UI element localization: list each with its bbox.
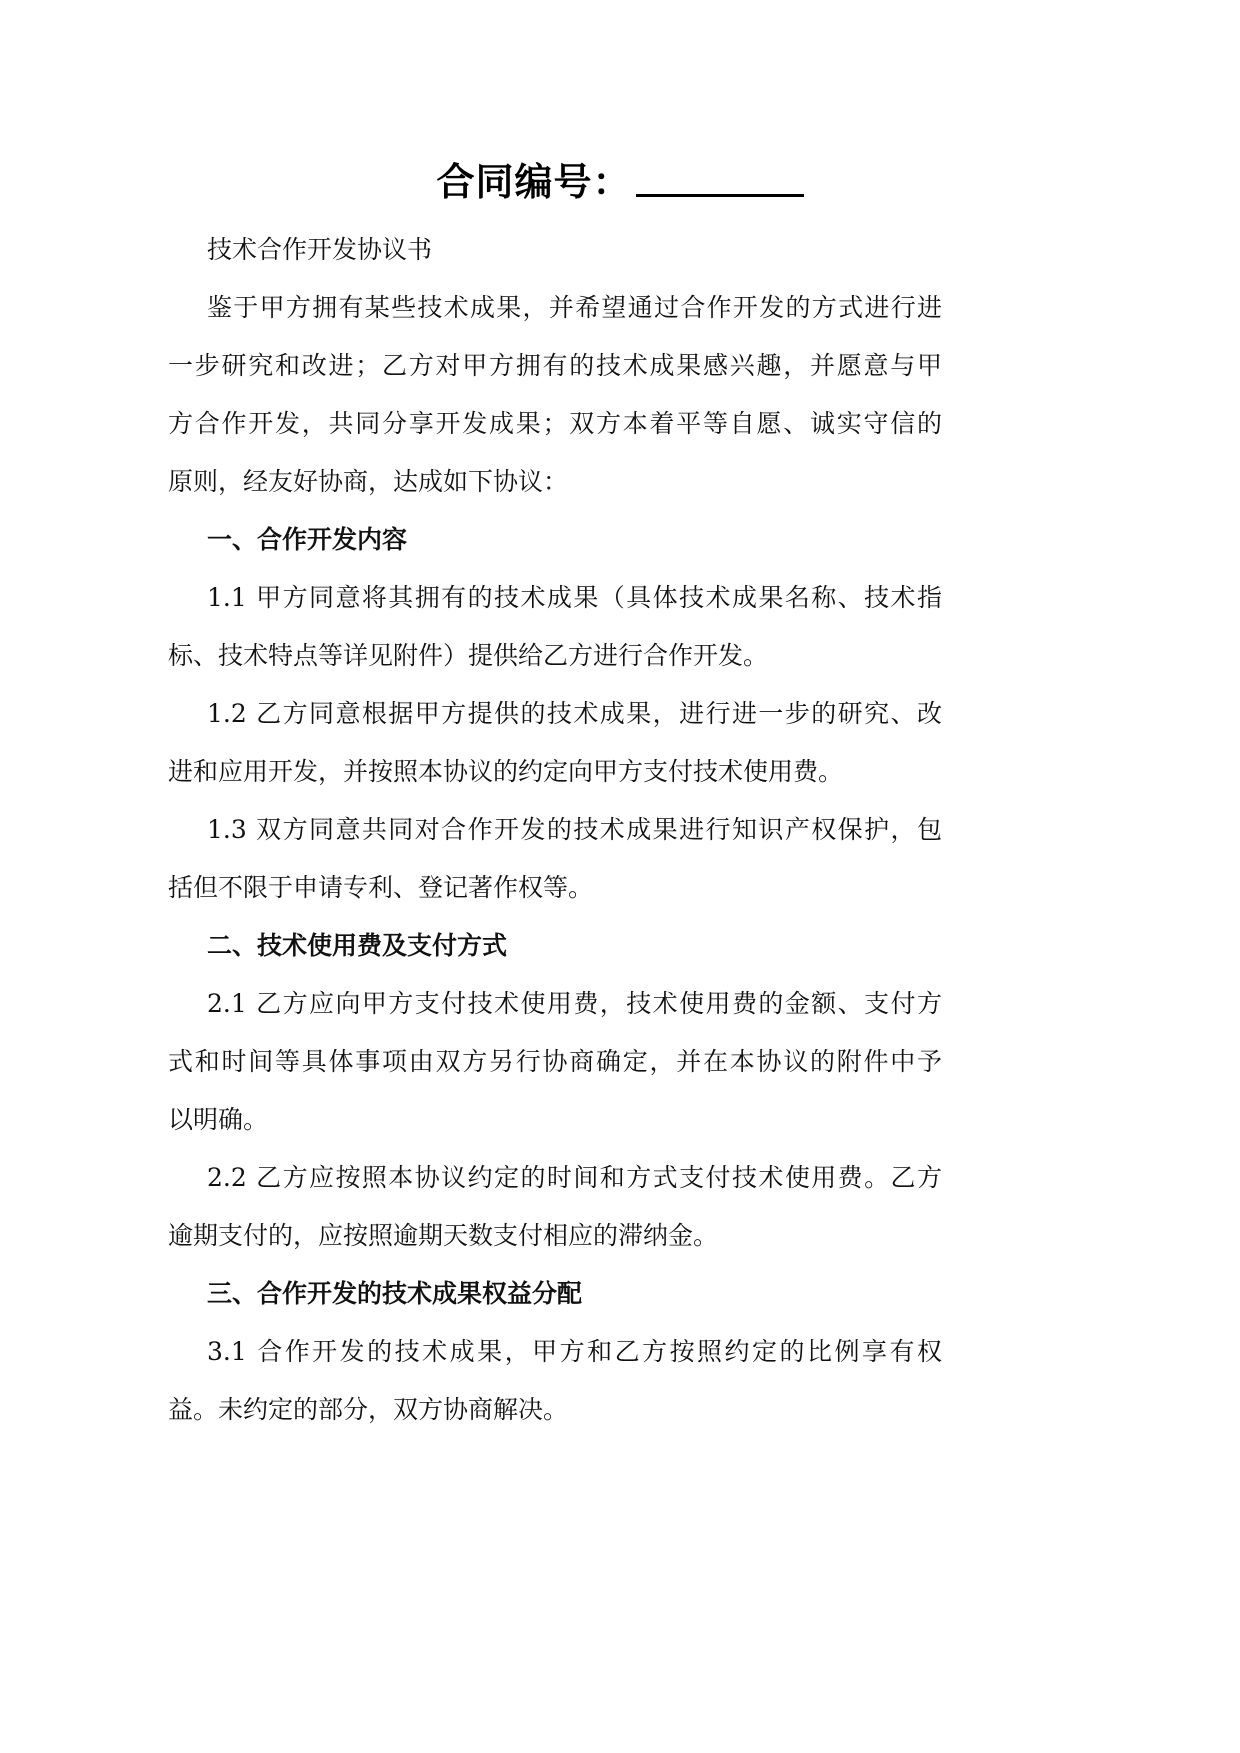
clause-1-3-line: 1.3 双方同意共同对合作开发的技术成果进行知识产权保护，包 bbox=[207, 815, 942, 844]
clause-3-1-line: 3.1 合作开发的技术成果，甲方和乙方按照约定的比例享有权 bbox=[207, 1337, 942, 1366]
contract-number-blank-field bbox=[636, 154, 804, 197]
section-heading-1: 一、合作开发内容 bbox=[207, 525, 408, 554]
clause-2-1-line: 以明确。 bbox=[168, 1105, 269, 1134]
clause-2-2-line: 逾期支付的，应按照逾期天数支付相应的滞纳金。 bbox=[168, 1221, 719, 1250]
section-heading-3: 三、合作开发的技术成果权益分配 bbox=[207, 1279, 583, 1308]
contract-number-title bbox=[0, 152, 1240, 212]
preamble-line: 原则，经友好协商，达成如下协议： bbox=[168, 467, 569, 496]
section-heading-2: 二、技术使用费及支付方式 bbox=[207, 931, 508, 960]
preamble-line: 一步研究和改进；乙方对甲方拥有的技术成果感兴趣，并愿意与甲 bbox=[168, 351, 942, 380]
clause-1-3-line: 括但不限于申请专利、登记著作权等。 bbox=[168, 873, 594, 902]
document-subtitle: 技术合作开发协议书 bbox=[207, 235, 433, 264]
preamble-line: 方合作开发，共同分享开发成果；双方本着平等自愿、诚实守信的 bbox=[168, 409, 942, 438]
contract-number-label: 合同编号： bbox=[436, 160, 632, 204]
clause-2-1-line: 2.1 乙方应向甲方支付技术使用费，技术使用费的金额、支付方 bbox=[207, 989, 942, 1018]
clause-2-2-line: 2.2 乙方应按照本协议约定的时间和方式支付技术使用费。乙方 bbox=[207, 1163, 942, 1192]
clause-2-1-line: 式和时间等具体事项由双方另行协商确定，并在本协议的附件中予 bbox=[168, 1047, 942, 1076]
clause-1-2-line: 进和应用开发，并按照本协议的约定向甲方支付技术使用费。 bbox=[168, 757, 844, 786]
clause-1-2-line: 1.2 乙方同意根据甲方提供的技术成果，进行进一步的研究、改 bbox=[207, 699, 942, 728]
clause-1-1-line: 1.1 甲方同意将其拥有的技术成果（具体技术成果名称、技术指 bbox=[207, 583, 942, 612]
preamble-line: 鉴于甲方拥有某些技术成果，并希望通过合作开发的方式进行进 bbox=[207, 293, 942, 322]
clause-1-1-line: 标、技术特点等详见附件）提供给乙方进行合作开发。 bbox=[168, 641, 769, 670]
clause-3-1-line: 益。未约定的部分，双方协商解决。 bbox=[168, 1395, 569, 1424]
